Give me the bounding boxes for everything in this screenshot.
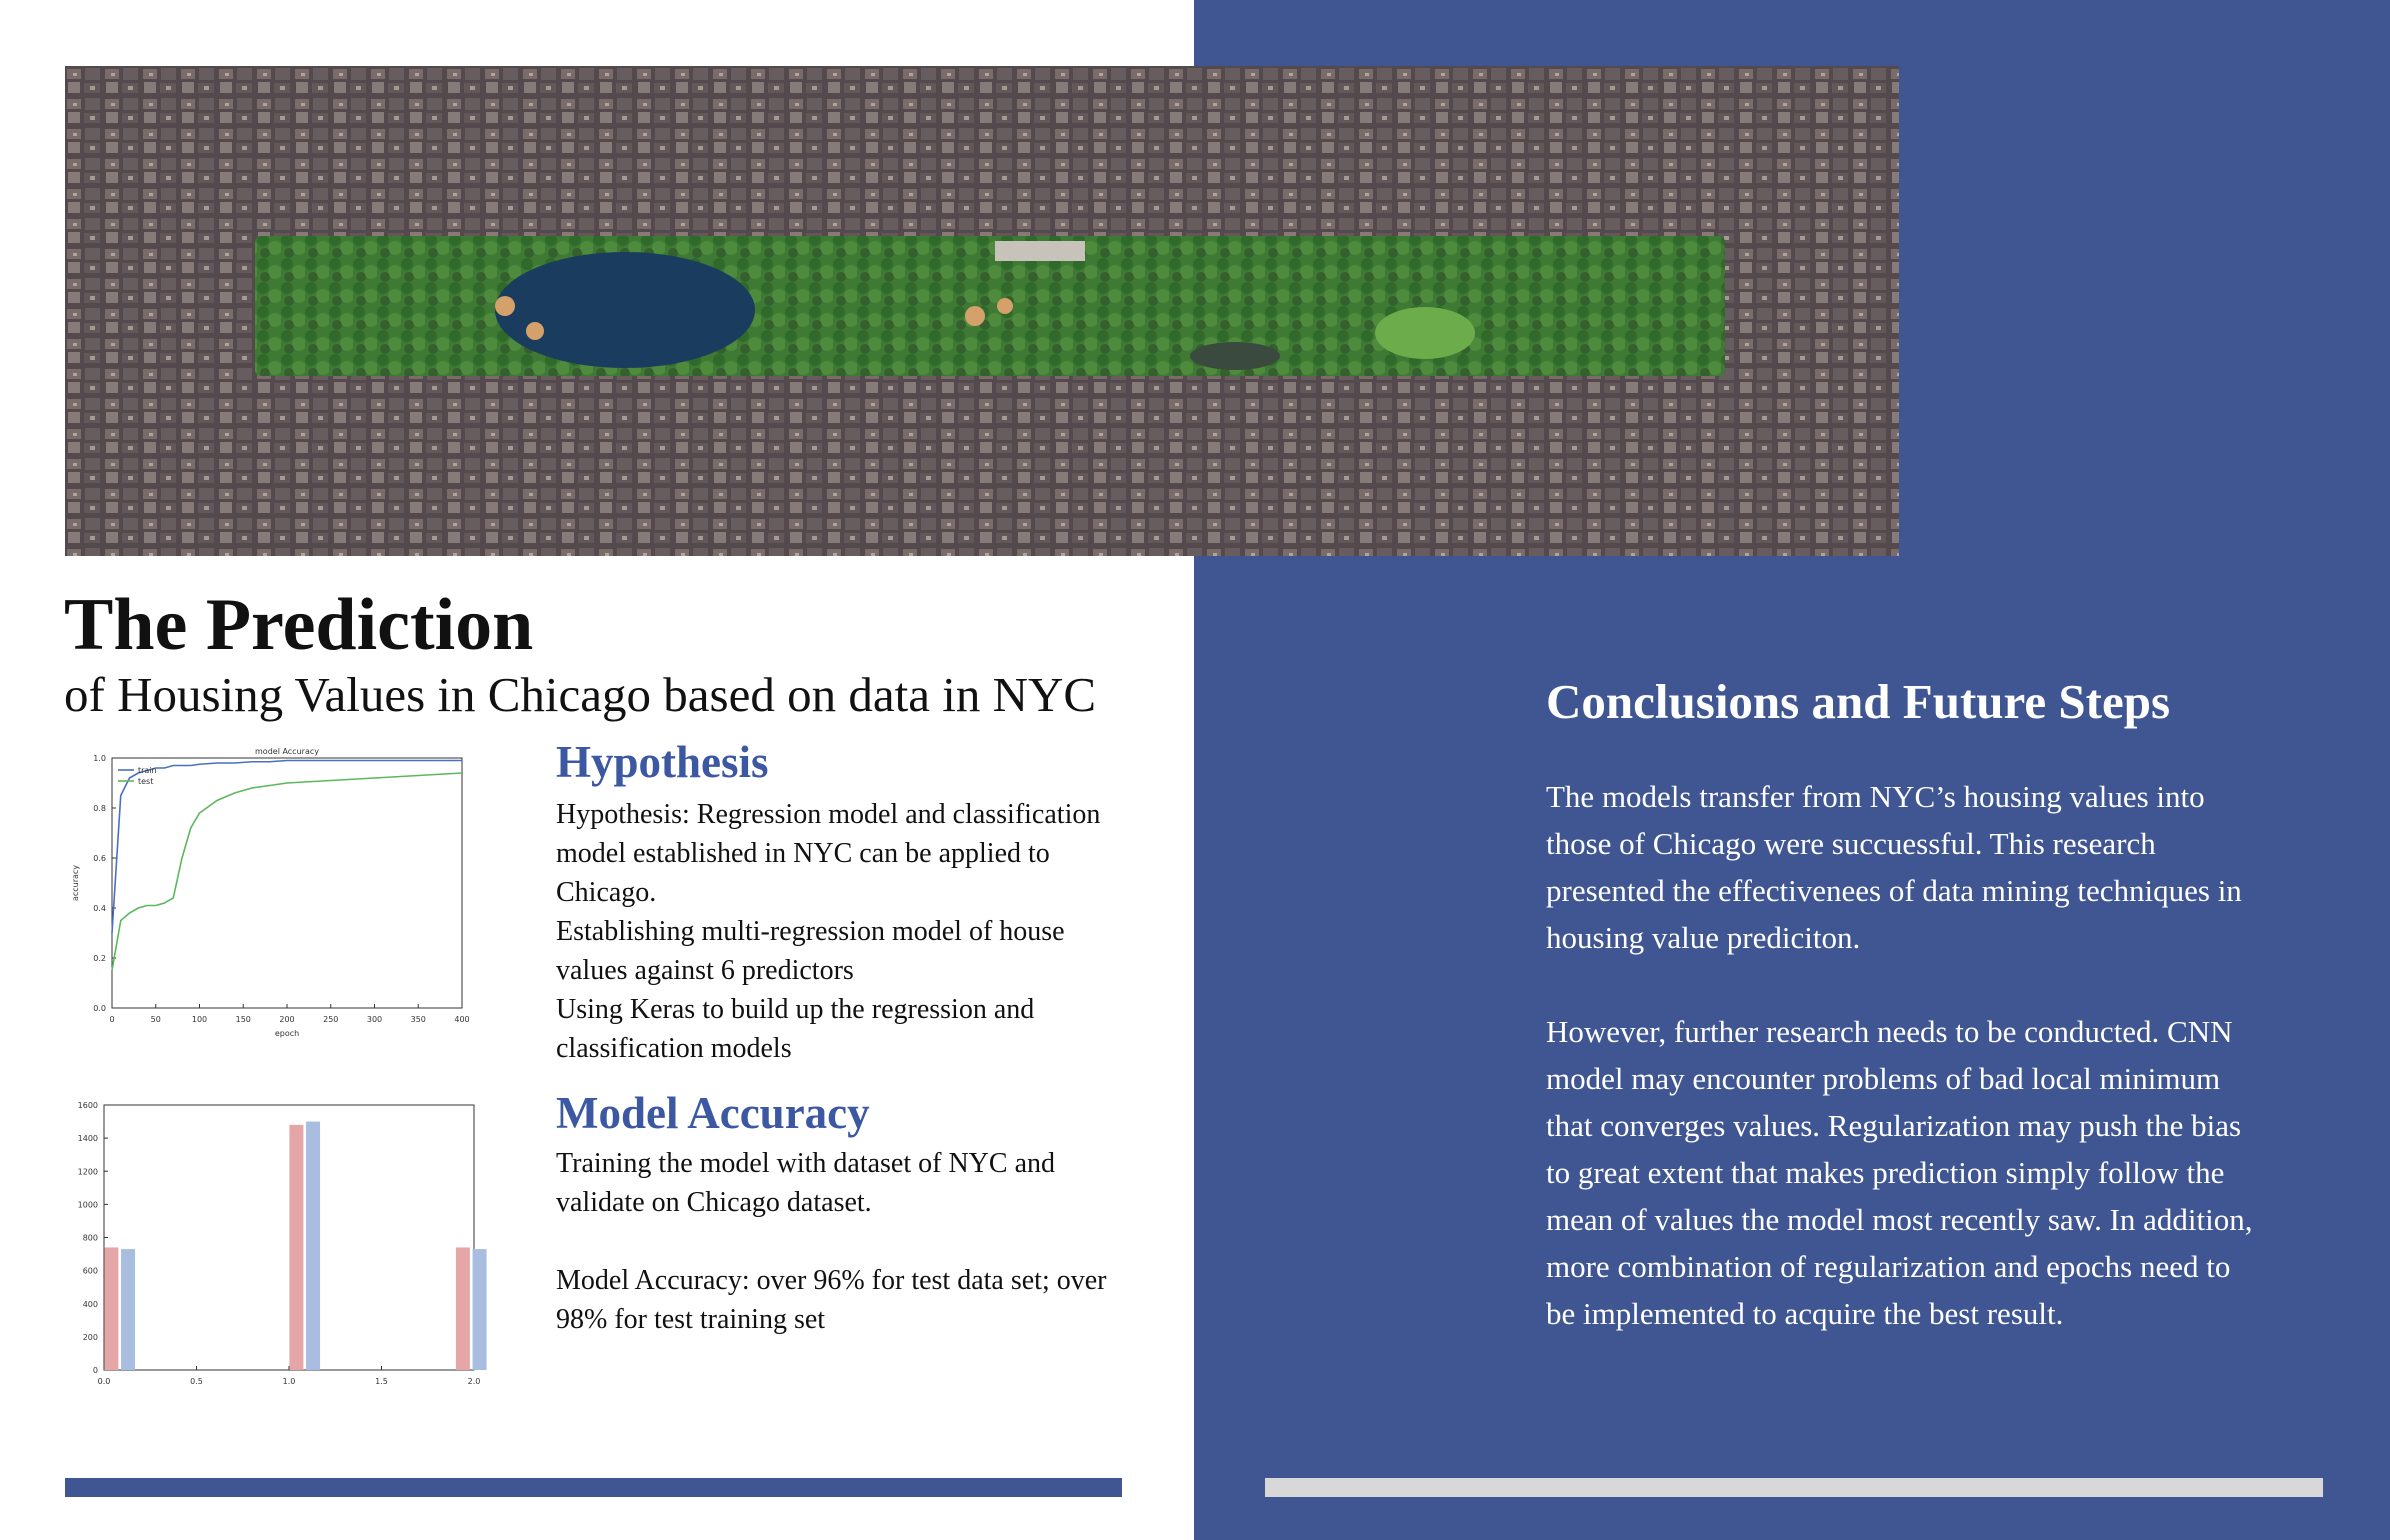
footer-bar-right xyxy=(1265,1478,2323,1497)
x-tick-label: 0.5 xyxy=(190,1377,203,1386)
y-tick-label: 1600 xyxy=(77,1101,98,1110)
y-tick-label: 1.0 xyxy=(93,754,106,763)
y-tick-label: 1400 xyxy=(77,1134,98,1144)
poster-subtitle: of Housing Values in Chicago based on data in NYC xyxy=(64,667,1097,722)
y-axis-label: accuracy xyxy=(71,864,80,902)
accuracy-line-chart xyxy=(64,742,509,1047)
model-accuracy-para1: Training the model with dataset of NYC and validate on Chicago dataset. xyxy=(556,1148,1056,1218)
bar-a xyxy=(289,1125,303,1370)
poster-title: The Prediction xyxy=(64,584,534,666)
x-tick-label: 0 xyxy=(109,1015,115,1024)
bar-b xyxy=(306,1122,320,1370)
x-tick-label: 1.5 xyxy=(375,1377,388,1386)
chart-title: model Accuracy xyxy=(255,747,319,756)
y-tick-label: 1000 xyxy=(77,1200,98,1210)
conclusions-text xyxy=(1546,773,2266,1337)
y-tick-label: 400 xyxy=(82,1299,98,1309)
hypothesis-line: Using Keras to build up the regression and classification models xyxy=(556,994,1035,1064)
x-tick-label: 100 xyxy=(191,1015,208,1024)
footer-bar-left xyxy=(65,1478,1122,1497)
y-tick-label: 0.2 xyxy=(93,954,106,963)
y-tick-label: 600 xyxy=(82,1266,98,1276)
bar-b xyxy=(121,1249,135,1370)
y-tick-label: 0 xyxy=(92,1366,98,1375)
x-tick-label: 1.0 xyxy=(282,1377,296,1386)
x-tick-label: 2.0 xyxy=(467,1377,481,1386)
y-tick-label: 0.6 xyxy=(93,854,106,863)
hypothesis-heading: Hypothesis xyxy=(556,737,769,787)
x-tick-label: 300 xyxy=(366,1015,383,1024)
x-tick-label: 150 xyxy=(235,1015,251,1024)
x-tick-label: 200 xyxy=(279,1015,295,1024)
accuracy-bar-chart xyxy=(64,1095,509,1395)
x-axis-label: epoch xyxy=(274,1029,300,1038)
x-tick-label: 400 xyxy=(454,1015,470,1024)
x-tick-label: 250 xyxy=(323,1015,339,1024)
y-tick-label: 0.4 xyxy=(93,904,106,913)
aerial-park-photo xyxy=(65,66,1899,556)
x-tick-label: 350 xyxy=(410,1015,426,1024)
y-tick-label: 1200 xyxy=(77,1167,98,1177)
y-tick-label: 200 xyxy=(82,1332,98,1342)
y-tick-label: 0.8 xyxy=(93,804,106,813)
hypothesis-text xyxy=(556,795,1136,1068)
y-tick-label: 0.0 xyxy=(93,1004,106,1013)
conclusions-heading: Conclusions and Future Steps xyxy=(1546,674,2171,729)
legend-label: test xyxy=(138,777,154,786)
bar-a xyxy=(456,1247,470,1370)
plot-frame xyxy=(104,1105,474,1370)
y-tick-label: 800 xyxy=(82,1233,98,1243)
model-accuracy-text xyxy=(556,1144,1136,1339)
bar-a xyxy=(104,1247,118,1370)
x-tick-label: 0.0 xyxy=(97,1377,111,1386)
x-tick-label: 50 xyxy=(150,1015,161,1024)
conclusions-para1: The models transfer from NYC’s housing values into those of Chicago were succuessful. This research presented the effectivenees of data mining techniques in housing value prediciton. xyxy=(1546,779,2242,955)
model-accuracy-para2: Model Accuracy: over 96% for test data set; over 98% for test training set xyxy=(556,1265,1107,1335)
hypothesis-line: Hypothesis: Regression model and classification model established in NYC can be applied to Chicago. xyxy=(556,799,1101,908)
plot-frame xyxy=(112,758,462,1008)
legend-label: train xyxy=(138,766,157,775)
hypothesis-line: Establishing multi-regression model of house values against 6 predictors xyxy=(556,916,1065,986)
conclusions-para2: However, further research needs to be conducted. CNN model may encounter problems of bad local minimum that converges values. Regularization may push the bias to great extent that makes prediction simply follow the mean of values the model most recently saw. In addition, more combination of regularization and epochs need to be implemented to acquire the best result. xyxy=(1546,1014,2253,1331)
bar-b xyxy=(473,1249,487,1370)
model-accuracy-heading: Model Accuracy xyxy=(556,1088,870,1138)
